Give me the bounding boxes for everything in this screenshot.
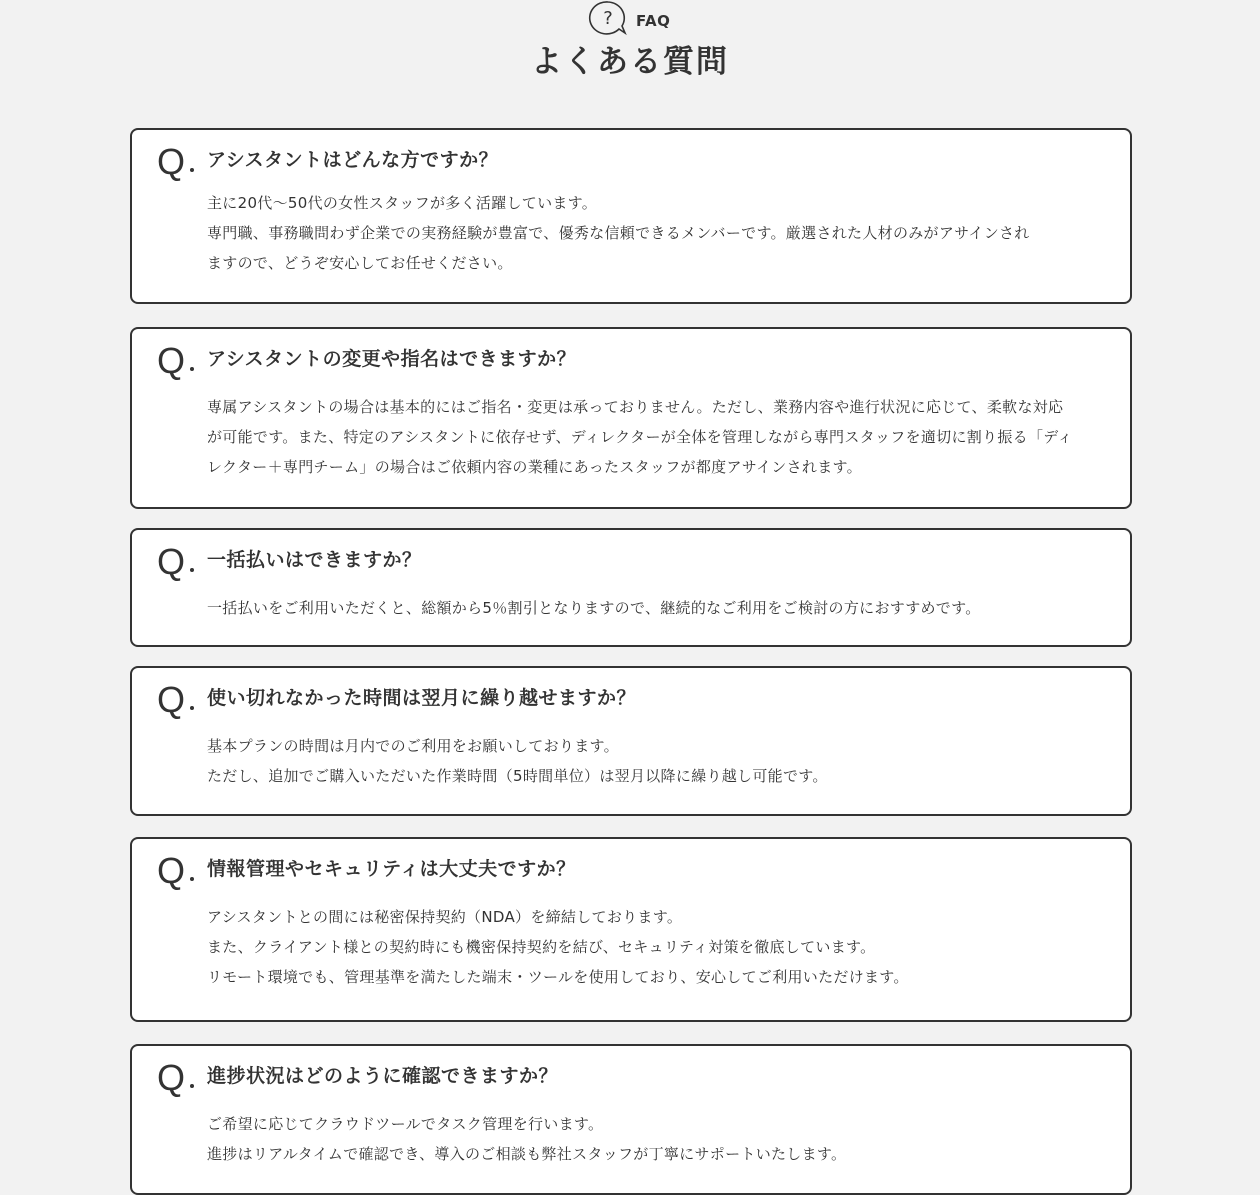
q-mark-icon: Q — [157, 679, 186, 720]
answer-line: レクター＋専門チーム」の場合はご依頼内容の業種にあったスタッフが都度アサインされます。 — [207, 458, 862, 476]
faq-answer — [207, 902, 1087, 992]
q-dot — [190, 568, 194, 572]
faq-question: アシスタントはどんな方ですか？ — [207, 149, 499, 171]
faq-answer — [207, 1109, 1087, 1169]
q-mark-icon: Q — [157, 340, 186, 381]
answer-line: 専属アシスタントの場合は基本的にはご指名・変更は承っておりません。ただし、業務内容や進行状況に応じて、柔軟な対応 — [207, 398, 1064, 416]
question-glyph: ? — [603, 8, 613, 29]
q-dot — [190, 168, 194, 172]
faq-item — [130, 528, 1132, 647]
answer-line: が可能です。また、特定のアシスタントに依存せず、ディレクターが全体を管理しながら専門スタッフを適切に割り振る「ディ — [207, 428, 1073, 446]
faq-item — [130, 128, 1132, 304]
answer-line: 基本プランの時間は月内でのご利用をお願いしております。 — [207, 737, 619, 755]
faq-header — [0, 0, 1260, 100]
faq-item — [130, 837, 1132, 1022]
faq-label: FAQ — [636, 12, 671, 30]
faq-question: 一括払いはできますか？ — [207, 549, 422, 571]
q-mark-icon: Q — [157, 141, 186, 182]
faq-answer — [207, 593, 1087, 623]
question-bubble-icon — [588, 0, 628, 36]
q-mark-icon: Q — [157, 1057, 186, 1098]
answer-line: 主に20代〜50代の女性スタッフが多く活躍しています。 — [207, 194, 598, 212]
faq-question: 進捗状況はどのように確認できますか？ — [207, 1065, 559, 1087]
q-dot — [190, 706, 194, 710]
q-mark-icon: Q — [157, 541, 186, 582]
answer-line: 進捗はリアルタイムで確認でき、導入のご相談も弊社スタッフが丁寧にサポートいたします。 — [207, 1145, 847, 1163]
faq-item — [130, 1044, 1132, 1195]
answer-line: ただし、追加でご購入いただいた作業時間（5時間単位）は翌月以降に繰り越し可能です。 — [207, 767, 828, 785]
faq-answer — [207, 731, 1087, 791]
answer-line: ご希望に応じてクラウドツールでタスク管理を行います。 — [207, 1115, 604, 1133]
q-mark-icon: Q — [157, 850, 186, 891]
faq-item — [130, 327, 1132, 509]
faq-item — [130, 666, 1132, 816]
answer-line: リモート環境でも、管理基準を満たした端末・ツールを使用しており、安心してご利用いただけます。 — [207, 968, 909, 986]
faq-answer — [207, 392, 1087, 482]
answer-line: アシスタントとの間には秘密保持契約（NDA）を締結しております。 — [207, 908, 683, 926]
section-title: よくある質問 — [531, 44, 729, 80]
q-dot — [190, 367, 194, 371]
answer-line: ますので、どうぞ安心してお任せください。 — [207, 254, 513, 272]
q-dot — [190, 877, 194, 881]
faq-question: 使い切れなかった時間は翌月に繰り越せますか？ — [207, 687, 637, 709]
faq-question: アシスタントの変更や指名はできますか？ — [207, 348, 577, 370]
q-dot — [190, 1084, 194, 1088]
faq-answer — [207, 188, 1087, 278]
answer-line: 一括払いをご利用いただくと、総額から5％割引となりますので、継続的なご利用をご検討の方におすすめです。 — [207, 599, 981, 617]
faq-question: 情報管理やセキュリティは大丈夫ですか？ — [207, 858, 576, 880]
answer-line: 専門職、事務職問わず企業での実務経験が豊富で、優秀な信頼できるメンバーです。厳選された人材のみがアサインされ — [207, 224, 1030, 242]
answer-line: また、クライアント様との契約時にも機密保持契約を結び、セキュリティ対策を徹底しています。 — [207, 938, 876, 956]
